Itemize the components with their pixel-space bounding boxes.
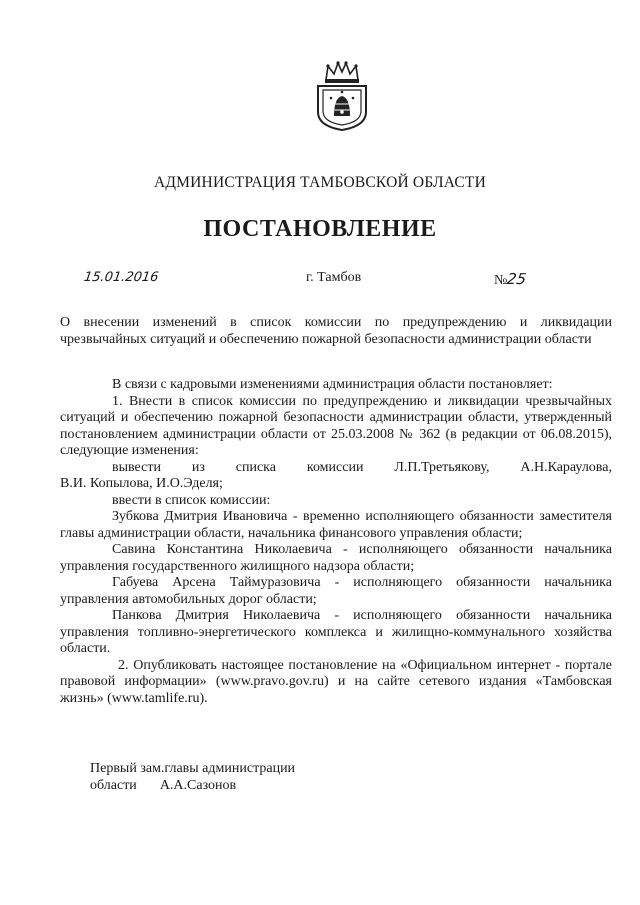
city: г. Тамбов — [306, 270, 362, 285]
remove-line: вывести из списка комиссии Л.П.Третьякову, А.Н.Караулова, — [112, 459, 612, 475]
signatory-line — [90, 777, 295, 794]
document-body — [60, 377, 612, 707]
appointee-2: Савина Константина Николаевича - исполняющего обязанности начальника управления государственного жилищного надзора области; — [60, 542, 612, 574]
tambov-coat-of-arms-icon — [312, 60, 372, 132]
item-1: 1. Внести в список комиссии по предупреждению и ликвидации чрезвычайных ситуаций и обеспечению пожарной безопасности администрации области, утвержденный постановлением администрации области от 25.03.2008 № 362 (в редакции от 06.08.2015), следующие изменения: — [60, 393, 612, 458]
appointee-1: Зубкова Дмитрия Ивановича - временно исполняющего обязанности заместителя главы администрации области, начальника финансового управления области; — [60, 509, 612, 541]
date-handwritten: 15.01.2016 — [82, 270, 160, 285]
number-label: № — [494, 273, 508, 288]
organization-name: АДМИНИСТРАЦИЯ ТАМБОВСКОЙ ОБЛАСТИ — [154, 174, 486, 191]
preamble: В связи с кадровыми изменениями администрация области постановляет: — [112, 377, 553, 392]
document-number — [494, 270, 526, 289]
appointee-4: Панкова Дмитрия Николаевича - исполняющего обязанности начальника управления топливно-энергетического комплекса и жилищно-коммунального хозяйства области. — [60, 608, 612, 656]
document-subject: О внесении изменений в список комиссии по предупреждению и ликвидации чрезвычайных ситуаций и обеспечению пожарной безопасности администрации области — [60, 315, 612, 347]
add-label: ввести в список комиссии: — [112, 492, 271, 508]
signature-block — [90, 760, 295, 794]
document-type: ПОСТАНОВЛЕНИЕ — [203, 216, 437, 242]
appointee-3: Габуева Арсена Таймуразовича - исполняющего обязанности начальника управления автомобильных дорог области; — [60, 575, 612, 607]
item-2: 2. Опубликовать настоящее постановление на «Официальном интернет - портале правовой информации» (www.pravo.gov.ru) и на сайте сетевого издания «Тамбовская жизнь» (www.tamlife.ru). — [60, 657, 612, 706]
signatory-region: области — [90, 778, 137, 793]
number-handwritten: 25 — [506, 270, 528, 288]
signatory-name: А.А.Сазонов — [159, 778, 237, 793]
signatory-title: Первый зам.главы администрации — [90, 761, 296, 776]
document-date — [84, 270, 158, 286]
remove-continuation: В.И. Копылова, И.О.Эделя; — [60, 476, 223, 491]
